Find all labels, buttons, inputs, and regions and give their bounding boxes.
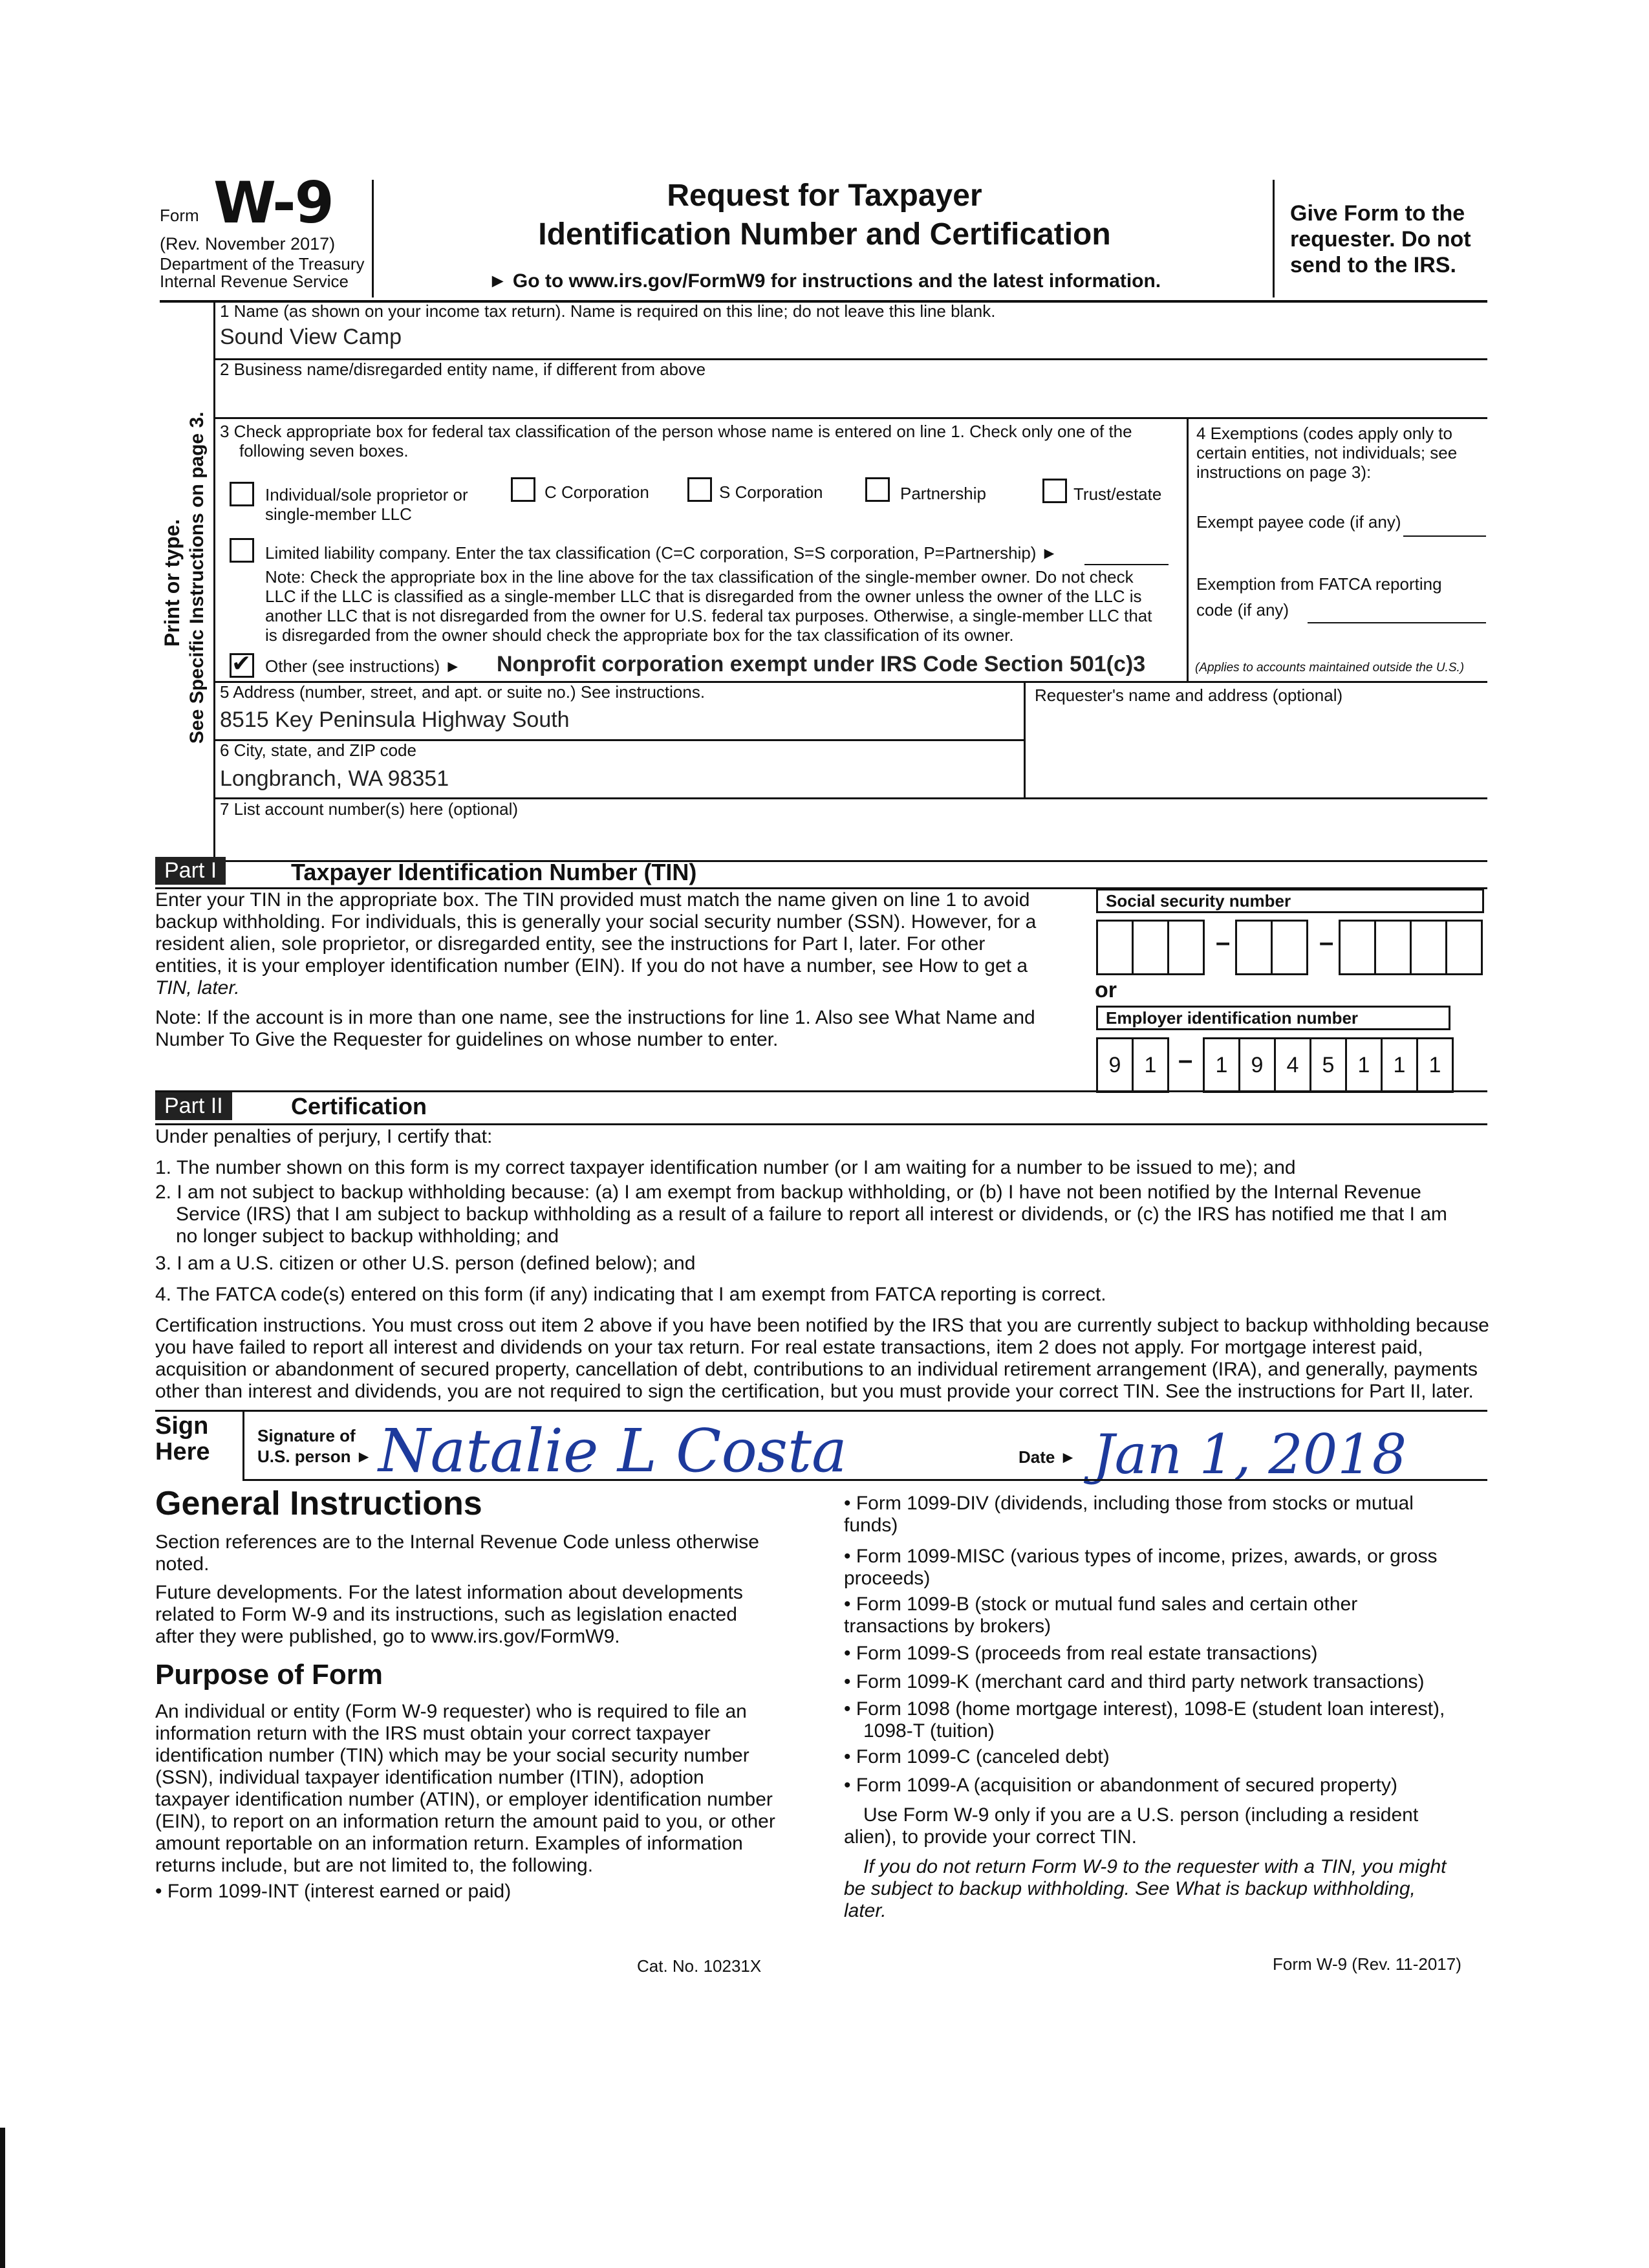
cert-instructions-3: acquisition or abandonment of secured property, cancellation of debt, contributions to an individual retirement arrangement (IRA), and generally, payments xyxy=(155,1359,1478,1380)
part1-text-5: TIN, later. xyxy=(155,977,240,999)
ssn-digit-7[interactable] xyxy=(1374,920,1412,975)
side-print-or-type: Print or type. xyxy=(160,519,184,647)
c-corporation-label: C Corporation xyxy=(544,482,649,502)
line6-label: 6 City, state, and ZIP code xyxy=(220,740,416,760)
ssn-digit-1[interactable] xyxy=(1096,920,1134,975)
gi-future-dev-3: after they were published, go to www.irs.gov/FormW9. xyxy=(155,1626,620,1647)
ein-digit-8[interactable]: 1 xyxy=(1381,1037,1418,1093)
bullet-1099-b-2: transactions by brokers) xyxy=(844,1615,1051,1637)
ein-digit-9[interactable]: 1 xyxy=(1416,1037,1454,1093)
use-form-2: alien), to provide your correct TIN. xyxy=(844,1826,1137,1848)
purpose-7: amount reportable on an information return. Examples of information xyxy=(155,1833,743,1854)
cert-intro: Under penalties of perjury, I certify that: xyxy=(155,1126,493,1147)
date-label: Date ► xyxy=(1018,1447,1077,1467)
cert-instructions-1: Certification instructions. You must cross out item 2 above if you have been notified by the IRS that you are currently subject to backup withholding because xyxy=(155,1315,1489,1336)
llc-note-4: is disregarded from the owner should check the appropriate box for the tax classification of its owner. xyxy=(265,625,1014,645)
part1-note-2: Number To Give the Requester for guidelines on whose number to enter. xyxy=(155,1029,779,1050)
part1-text-2: backup withholding. For individuals, this is generally your social security number (SSN). However, for a xyxy=(155,911,1037,933)
ein-digit-3[interactable]: 1 xyxy=(1203,1037,1240,1093)
part1-title: Taxpayer Identification Number (TIN) xyxy=(291,859,697,885)
give-form-note-3: send to the IRS. xyxy=(1290,253,1456,277)
sign-label-2: Here xyxy=(155,1438,210,1465)
bullet-1099-k: • Form 1099-K (merchant card and third party network transactions) xyxy=(844,1671,1425,1692)
footer-form-rev: Form W-9 (Rev. 11-2017) xyxy=(1273,1954,1461,1974)
bullet-1098-1: • Form 1098 (home mortgage interest), 1098-E (student loan interest), xyxy=(844,1698,1445,1720)
cert-item-2b: Service (IRS) that I am subject to backup withholding as a result of a failure to report all interest or dividends, or (c) the IRS has notified me that I am xyxy=(176,1204,1447,1225)
gi-section-refs-1: Section references are to the Internal Revenue Code unless otherwise xyxy=(155,1531,759,1553)
ssn-dash-2: – xyxy=(1319,928,1334,956)
ein-label: Employer identification number xyxy=(1096,1006,1450,1030)
general-instructions-heading: General Instructions xyxy=(155,1485,482,1522)
purpose-4: (SSN), individual taxpayer identification number (ITIN), adoption xyxy=(155,1767,704,1788)
purpose-3: identification number (TIN) which may be your social security number xyxy=(155,1745,749,1766)
llc-note-1: Note: Check the appropriate box in the line above for the tax classification of the single-member owner. Do not check xyxy=(265,567,1134,587)
city-state-zip-field[interactable]: Longbranch, WA 98351 xyxy=(220,766,449,791)
line1-label: 1 Name (as shown on your income tax return). Name is required on this line; do not leave this line blank. xyxy=(220,301,996,321)
name-field[interactable]: Sound View Camp xyxy=(220,325,402,349)
not-return-3: later. xyxy=(844,1900,887,1921)
llc-label: Limited liability company. Enter the tax classification (C=C corporation, S=S corporation, P=Partnership) ► xyxy=(265,543,1058,563)
give-form-note-1: Give Form to the xyxy=(1290,201,1465,226)
ssn-digit-6[interactable] xyxy=(1339,920,1376,975)
form-title-line1: Request for Taxpayer xyxy=(667,178,982,213)
irs-link-instructions: ► Go to www.irs.gov/FormW9 for instructions and the latest information. xyxy=(488,270,1161,292)
cert-item-4: 4. The FATCA code(s) entered on this form (if any) indicating that I am exempt from FATCA reporting is correct. xyxy=(155,1284,1106,1305)
ein-digit-4[interactable]: 9 xyxy=(1238,1037,1276,1093)
line2-label: 2 Business name/disregarded entity name, if different from above xyxy=(220,360,706,379)
part2-tag: Part II xyxy=(155,1092,232,1120)
form-word: Form xyxy=(160,206,199,225)
give-form-note-2: requester. Do not xyxy=(1290,227,1471,252)
not-return-1: If you do not return Form W-9 to the requester with a TIN, you might xyxy=(863,1856,1447,1877)
ssn-dash-1: – xyxy=(1216,928,1231,956)
cert-instructions-2: you have failed to report all interest and dividends on your tax return. For real estate transactions, item 2 does not apply. For mortgage interest paid, xyxy=(155,1337,1423,1358)
c-corporation-checkbox[interactable] xyxy=(511,477,535,502)
part1-text-4: entities, it is your employer identification number (EIN). If you do not have a number, see How to get a xyxy=(155,955,1028,977)
line3-label-1: 3 Check appropriate box for federal tax classification of the person whose name is entered on line 1. Check only one of the xyxy=(220,422,1132,441)
ein-digit-5[interactable]: 4 xyxy=(1274,1037,1311,1093)
llc-classification-field[interactable] xyxy=(1084,564,1169,565)
s-corporation-checkbox[interactable] xyxy=(687,477,712,502)
bullet-1099-s: • Form 1099-S (proceeds from real estate transactions) xyxy=(844,1643,1318,1664)
bullet-1099-div-1: • Form 1099-DIV (dividends, including those from stocks or mutual xyxy=(844,1493,1414,1514)
other-classification-field[interactable]: Nonprofit corporation exempt under IRS Code Section 501(c)3 xyxy=(497,652,1146,676)
line7-label: 7 List account number(s) here (optional) xyxy=(220,799,519,819)
part2-title: Certification xyxy=(291,1093,427,1119)
part1-text-1: Enter your TIN in the appropriate box. The TIN provided must match the name given on line 1 to avoid xyxy=(155,889,1030,911)
scan-edge xyxy=(0,2128,5,2268)
part1-tag: Part I xyxy=(155,857,226,885)
exempt-payee-label: Exempt payee code (if any) xyxy=(1196,512,1401,532)
cert-item-2a: 2. I am not subject to backup withholding because: (a) I am exempt from backup withholding, or (b) I have not been notified by the Internal Revenue xyxy=(155,1182,1421,1203)
ssn-digit-5[interactable] xyxy=(1271,920,1308,975)
cert-instructions-4: other than interest and dividends, you are not required to sign the certification, but you must provide your correct TIN. See the instructions for Part II, later. xyxy=(155,1381,1474,1402)
signature-label-2: U.S. person ► xyxy=(257,1447,372,1466)
catalog-number: Cat. No. 10231X xyxy=(637,1956,762,1976)
form-revision: (Rev. November 2017) xyxy=(160,234,336,254)
other-label: Other (see instructions) ► xyxy=(265,656,462,676)
or-label: or xyxy=(1095,978,1117,1002)
partnership-checkbox[interactable] xyxy=(865,477,890,502)
gi-future-dev-2: related to Form W-9 and its instructions, such as legislation enacted xyxy=(155,1604,737,1625)
cert-item-3: 3. I am a U.S. citizen or other U.S. person (defined below); and xyxy=(155,1253,696,1274)
ein-digit-6[interactable]: 5 xyxy=(1310,1037,1347,1093)
part1-text-3: resident alien, sole proprietor, or disregarded entity, see the instructions for Part I, later. For other xyxy=(155,933,986,955)
cert-item-1: 1. The number shown on this form is my correct taxpayer identification number (or I am waiting for a number to be issued to me); and xyxy=(155,1157,1296,1178)
line3-label-2: following seven boxes. xyxy=(239,441,409,460)
bullet-1099-misc-2: proceeds) xyxy=(844,1568,931,1589)
exemptions-title-2: certain entities, not individuals; see xyxy=(1196,443,1458,462)
exemptions-title-1: 4 Exemptions (codes apply only to xyxy=(1196,424,1452,443)
ssn-digit-4[interactable] xyxy=(1235,920,1273,975)
signature-field[interactable]: Natalie L Costa xyxy=(378,1416,847,1485)
s-corporation-label: S Corporation xyxy=(719,482,823,502)
ein-dash: – xyxy=(1178,1046,1193,1074)
other-check-mark: ✔ xyxy=(232,650,252,676)
ssn-digit-2[interactable] xyxy=(1132,920,1169,975)
llc-note-2: LLC if the LLC is classified as a single-member LLC that is disregarded from the owner unless the owner of the LLC is xyxy=(265,587,1142,606)
individual-label-2: single-member LLC xyxy=(265,504,412,524)
line5-label: 5 Address (number, street, and apt. or suite no.) See instructions. xyxy=(220,682,706,702)
purpose-2: information return with the IRS must obtain your correct taxpayer xyxy=(155,1723,711,1744)
part1-note-1: Note: If the account is in more than one name, see the instructions for line 1. Also see What Name and xyxy=(155,1007,1035,1028)
llc-checkbox[interactable] xyxy=(230,538,254,563)
bullet-1099-div-2: funds) xyxy=(844,1515,898,1536)
ein-digit-2[interactable]: 1 xyxy=(1132,1037,1169,1093)
bullet-1099-c: • Form 1099-C (canceled debt) xyxy=(844,1746,1110,1767)
bullet-1099-int: • Form 1099-INT (interest earned or paid) xyxy=(155,1881,512,1902)
fatca-code-field[interactable] xyxy=(1308,622,1486,623)
fatca-label-2: code (if any) xyxy=(1196,600,1289,620)
partnership-label: Partnership xyxy=(900,484,986,503)
purpose-5: taxpayer identification number (ATIN), or employer identification number xyxy=(155,1789,773,1810)
ssn-digit-9[interactable] xyxy=(1445,920,1483,975)
exempt-payee-field[interactable] xyxy=(1403,535,1486,537)
not-return-2: be subject to backup withholding. See What is backup withholding, xyxy=(844,1878,1416,1899)
bullet-1099-misc-1: • Form 1099-MISC (various types of income, prizes, awards, or gross xyxy=(844,1546,1438,1567)
sign-label-1: Sign xyxy=(155,1412,209,1440)
address-field[interactable]: 8515 Key Peninsula Highway South xyxy=(220,707,570,732)
ssn-digit-8[interactable] xyxy=(1410,920,1447,975)
bullet-1099-b-1: • Form 1099-B (stock or mutual fund sales and certain other xyxy=(844,1593,1358,1615)
fatca-label-1: Exemption from FATCA reporting xyxy=(1196,574,1442,594)
bullet-1098-2: 1098-T (tuition) xyxy=(863,1720,995,1742)
ein-digit-7[interactable]: 1 xyxy=(1345,1037,1383,1093)
purpose-1: An individual or entity (Form W-9 requester) who is required to file an xyxy=(155,1701,747,1722)
dept-treasury: Department of the Treasury xyxy=(160,254,365,274)
individual-label-1: Individual/sole proprietor or xyxy=(265,485,468,504)
requester-label: Requester's name and address (optional) xyxy=(1035,686,1343,705)
signature-label-1: Signature of xyxy=(257,1426,356,1445)
exemptions-title-3: instructions on page 3): xyxy=(1196,462,1372,482)
trust-estate-label: Trust/estate xyxy=(1073,484,1162,504)
ssn-digit-3[interactable] xyxy=(1167,920,1205,975)
bullet-1099-a: • Form 1099-A (acquisition or abandonment of secured property) xyxy=(844,1775,1397,1796)
purpose-6: (EIN), to report on an information return the amount paid to you, or other xyxy=(155,1811,775,1832)
trust-estate-checkbox[interactable] xyxy=(1042,479,1067,503)
internal-revenue-service: Internal Revenue Service xyxy=(160,272,349,291)
side-specific-instructions: See Specific Instructions on page 3. xyxy=(186,411,208,744)
individual-checkbox[interactable] xyxy=(230,482,254,506)
purpose-heading: Purpose of Form xyxy=(155,1659,383,1690)
fatca-applies-note: (Applies to accounts maintained outside the U.S.) xyxy=(1195,661,1465,675)
use-form-1: Use Form W-9 only if you are a U.S. person (including a resident xyxy=(863,1804,1419,1826)
form-title-line2: Identification Number and Certification xyxy=(538,217,1111,252)
ssn-label: Social security number xyxy=(1096,889,1484,913)
llc-note-3: another LLC that is not disregarded from the owner for U.S. federal tax purposes. Otherwise, a single-member LLC that xyxy=(265,606,1152,625)
date-field[interactable]: Jan 1, 2018 xyxy=(1093,1423,1407,1486)
cert-item-2c: no longer subject to backup withholding; and xyxy=(176,1226,559,1247)
gi-future-dev-1: Future developments. For the latest information about developments xyxy=(155,1582,743,1603)
form-name: W-9 xyxy=(213,169,333,236)
ein-digit-1[interactable]: 9 xyxy=(1096,1037,1134,1093)
purpose-8: returns include, but are not limited to, the following. xyxy=(155,1855,594,1876)
gi-section-refs-2: noted. xyxy=(155,1553,210,1575)
